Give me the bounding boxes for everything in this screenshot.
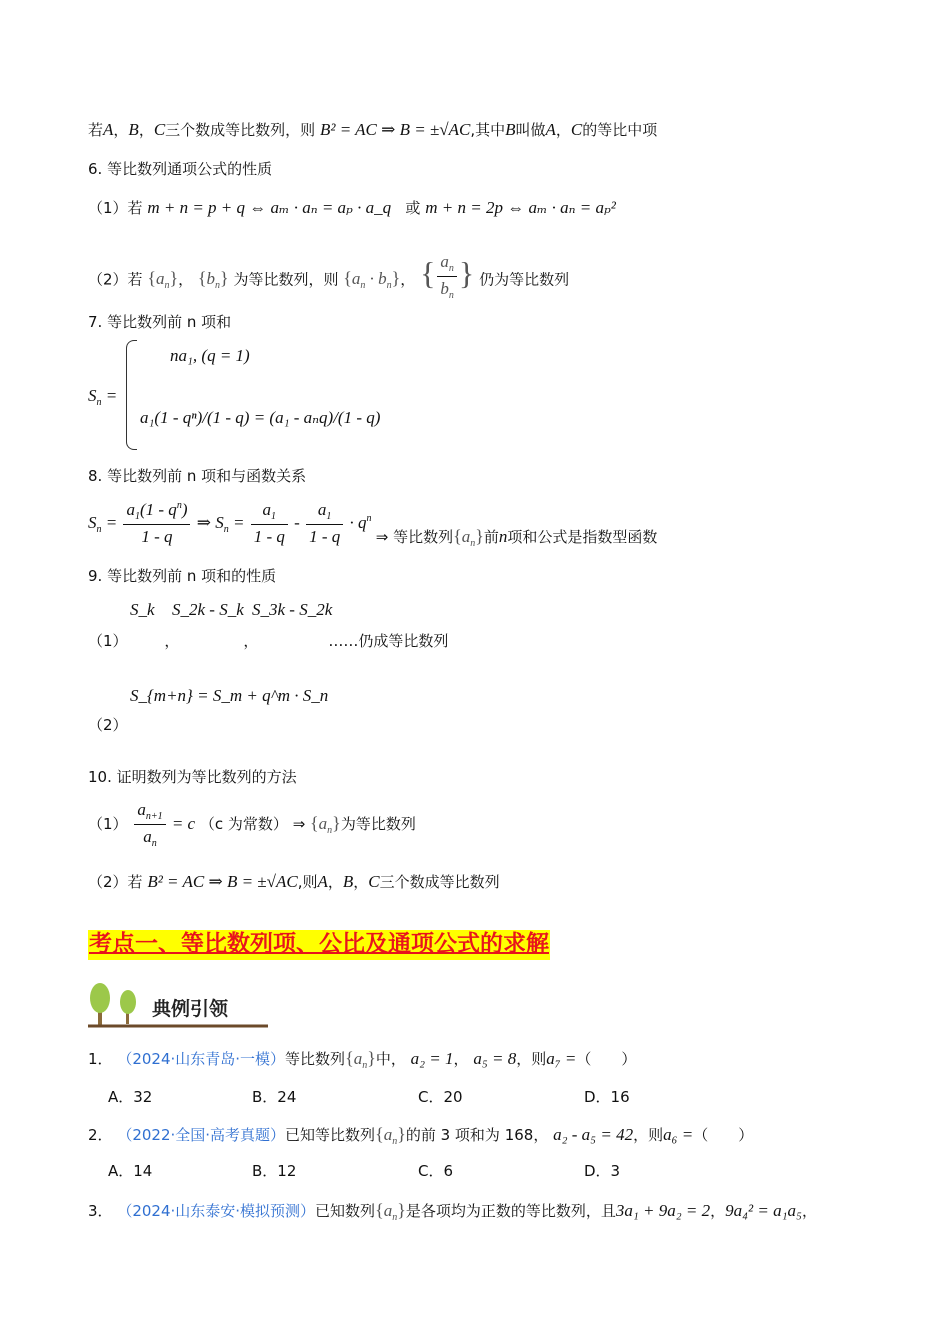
text: 的等比中项 — [582, 121, 658, 139]
label: （1） — [88, 814, 128, 833]
heading-sec10: 10. 证明数列为等比数列的方法 — [88, 768, 297, 786]
var-a: A — [103, 120, 114, 139]
text: ，则 — [633, 1126, 664, 1144]
var-b: B — [342, 872, 354, 891]
question-source: （2024·山东青岛·一模） — [117, 1050, 286, 1068]
question-3: 3． （2024·山东泰安·模拟预测）已知数列$\{a_n\}$是各项均为正数的等比数列，且3a₁ + 9a₂ = 2，9a₄² = a₁a₅， — [88, 1200, 817, 1223]
ask: a₇ = — [546, 1049, 577, 1068]
sequence-an: $\{a_n\}$ — [375, 1200, 406, 1223]
sequence-an-over-bn: { $\frac{a_n}{b_n}$ } — [420, 252, 475, 301]
piecewise-brace — [126, 340, 137, 450]
text: 是各项均为正数的等比数列，且 — [405, 1202, 616, 1220]
text: ，则 — [516, 1050, 547, 1068]
var-a: A — [317, 872, 328, 891]
text: 项和公式是指数型函数 — [507, 527, 658, 546]
var-b: B — [505, 120, 516, 139]
text: 已知数列 — [315, 1202, 376, 1220]
text: （c 为常数） — [199, 814, 288, 833]
var-c: C — [153, 120, 166, 139]
q1-option-c: C．20 — [418, 1088, 463, 1106]
condition: a₂ = 1 — [410, 1049, 454, 1068]
var-c: C — [570, 120, 583, 139]
text: ， — [801, 1202, 817, 1220]
intro-line — [88, 120, 657, 140]
section-title: 考点一、等比数列项、公比及通项公式的求解 — [88, 930, 550, 960]
question-number: 3． — [88, 1202, 113, 1220]
condition: a₂ - a₅ = 42 — [553, 1125, 634, 1144]
condition: 3a₁ + 9a₂ = 2 — [615, 1201, 711, 1220]
question-source: （2024·山东泰安·模拟预测） — [117, 1202, 316, 1220]
q1-option-d: D．16 — [584, 1088, 630, 1106]
badge-label: 典例引领 — [152, 998, 229, 1020]
sec6-item1 — [88, 198, 616, 218]
sequence-an: $\{a_n\}$ — [310, 812, 341, 836]
sequence-anbn: $\{a_n \cdot b_n\}$ — [343, 268, 401, 292]
q1-option-a: A．32 — [108, 1088, 153, 1106]
sum-case-general: a₁(1 - qⁿ)/(1 - q) = (a₁ - aₙq)/(1 - q) — [140, 408, 381, 427]
var-c: C — [368, 872, 380, 891]
ratio-formula: $\frac{a_{n+1}}{a_n}$ = c — [132, 814, 195, 833]
sum-case-q-equals-1: na₁, (q = 1) — [170, 346, 250, 365]
sum-exponential-formula: $S_n$ = $\frac{a_1(1 - q^n)}{1 - q}$ ⇒ $S_n$ = $\frac{a_1}{1 - q}$ - $\frac{a_1}{1 - q}$ · $q^n$ — [88, 500, 372, 546]
text: 为等比数列，则 — [233, 270, 339, 289]
condition: 9a₄² = a₁a₅ — [725, 1201, 802, 1220]
sequence-an: $\{a_n\}$ — [453, 525, 484, 549]
var-b: B — [128, 120, 139, 139]
sec10-item2: （2）若 B² = AC ⇒ B = ±√AC,则A，B，C三个数成等比数列 — [88, 872, 500, 891]
geometric-mean-formula: B² = AC ⇒ B = ±√AC — [147, 872, 298, 891]
comma: ， — [138, 121, 154, 139]
question-1: 1． （2024·山东青岛·一模）等比数列$\{a_n\}$中， a₂ = 1， a₅ = 8，则a₇ =（ ） — [88, 1048, 637, 1071]
sequence-an: $\{a_n\}$ — [375, 1124, 406, 1147]
q2-option-c: C．6 — [418, 1162, 454, 1180]
sequence-an: $\{a_n\}$ — [345, 1048, 376, 1071]
sec10-item1: （1） $\frac{a_{n+1}}{a_n}$ = c （c 为常数） ⇒ $\{a_n\}$为等比数列 — [88, 800, 416, 849]
answer-blank: （ ） — [693, 1126, 754, 1144]
sec9-item1: （1） ， ， ……仍成等比数列 — [88, 632, 449, 650]
text: ,则 — [297, 873, 318, 891]
heading-sec9: 9. 等比数列前 n 项和的性质 — [88, 567, 277, 585]
question-number: 1． — [88, 1050, 113, 1068]
label: （2）若 — [88, 873, 143, 891]
sec8-formula-line: $S_n$ = $\frac{a_1(1 - q^n)}{1 - q}$ ⇒ $S_n$ = $\frac{a_1}{1 - q}$ - $\frac{a_1}{1 - q}$ · $q^n$ ⇒ 等比数列$\{a_n\}$前n项和公式是指数型函数 — [88, 500, 658, 549]
text: 仍为等比数列 — [479, 270, 570, 289]
text: 叫做 — [515, 121, 546, 139]
heading-sec8: 8. 等比数列前 n 项和与函数关系 — [88, 467, 307, 485]
text: 三个数成等比数列 — [379, 873, 500, 891]
text: 中， — [375, 1050, 406, 1068]
question-number: 2． — [88, 1126, 113, 1144]
q2-option-d: D．3 — [584, 1162, 621, 1180]
text: ……仍成等比数列 — [328, 632, 449, 650]
sec6-item2: （2）若 $\{a_n\}$， $\{b_n\}$ 为等比数列，则 $\{a_n \cdot b_n\}$， { $\frac{a_n}{b_n}$ } 仍为等比数列 — [88, 252, 570, 301]
formula: m + n = p + q ⇔ aₘ · aₙ = aₚ · a_q — [147, 198, 392, 217]
sec9-term-2: S_2k - S_k — [172, 600, 244, 619]
comma: ， — [113, 121, 129, 139]
text: 前 — [483, 527, 499, 546]
text: 的前 3 项和为 168， — [405, 1126, 549, 1144]
label: （1）若 — [88, 199, 143, 217]
q2-option-a: A．14 — [108, 1162, 153, 1180]
answer-blank: （ ） — [576, 1050, 637, 1068]
label: （2）若 — [88, 270, 143, 289]
text: ,其中 — [470, 121, 506, 139]
example-badge — [88, 980, 273, 1030]
sum-split-formula: S_{m+n} = S_m + q^m · S_n — [130, 686, 329, 705]
text: 等比数列 — [285, 1050, 346, 1068]
formula: m + n = 2p ⇔ aₘ · aₙ = aₚ² — [425, 198, 616, 217]
var-n: n — [498, 526, 508, 546]
heading-sec6: 6. 等比数列通项公式的性质 — [88, 160, 273, 178]
question-source: （2022·全国·高考真题） — [117, 1126, 286, 1144]
geometric-mean-formula: B² = AC ⇒ B = ±√AC — [319, 120, 471, 139]
comma: ， — [555, 121, 571, 139]
text: 或 — [405, 199, 421, 217]
ask: a₆ = — [663, 1125, 694, 1144]
condition: a₅ = 8 — [473, 1049, 517, 1068]
sn-symbol: $S_n$ = — [88, 386, 118, 408]
sec9-term-1: S_k — [130, 600, 155, 619]
sec9-term-3: S_3k - S_2k — [252, 600, 333, 619]
text: 三个数成等比数列，则 — [165, 121, 316, 139]
text: 等比数列 — [393, 527, 454, 546]
heading-sec7: 7. 等比数列前 n 项和 — [88, 313, 232, 331]
question-2 — [88, 1124, 753, 1148]
sec9-item2-label: （2） — [88, 716, 128, 734]
q2-option-b: B．12 — [252, 1162, 297, 1180]
label: （1） — [88, 632, 128, 650]
text: 已知等比数列 — [285, 1126, 376, 1144]
sequence-bn: $\{b_n\}$ — [197, 268, 229, 292]
q1-option-b: B．24 — [252, 1088, 297, 1106]
sequence-an: $\{a_n\}$ — [147, 268, 179, 292]
text: 为等比数列 — [340, 814, 416, 833]
var-a: A — [545, 120, 556, 139]
text: 若 — [88, 121, 104, 139]
